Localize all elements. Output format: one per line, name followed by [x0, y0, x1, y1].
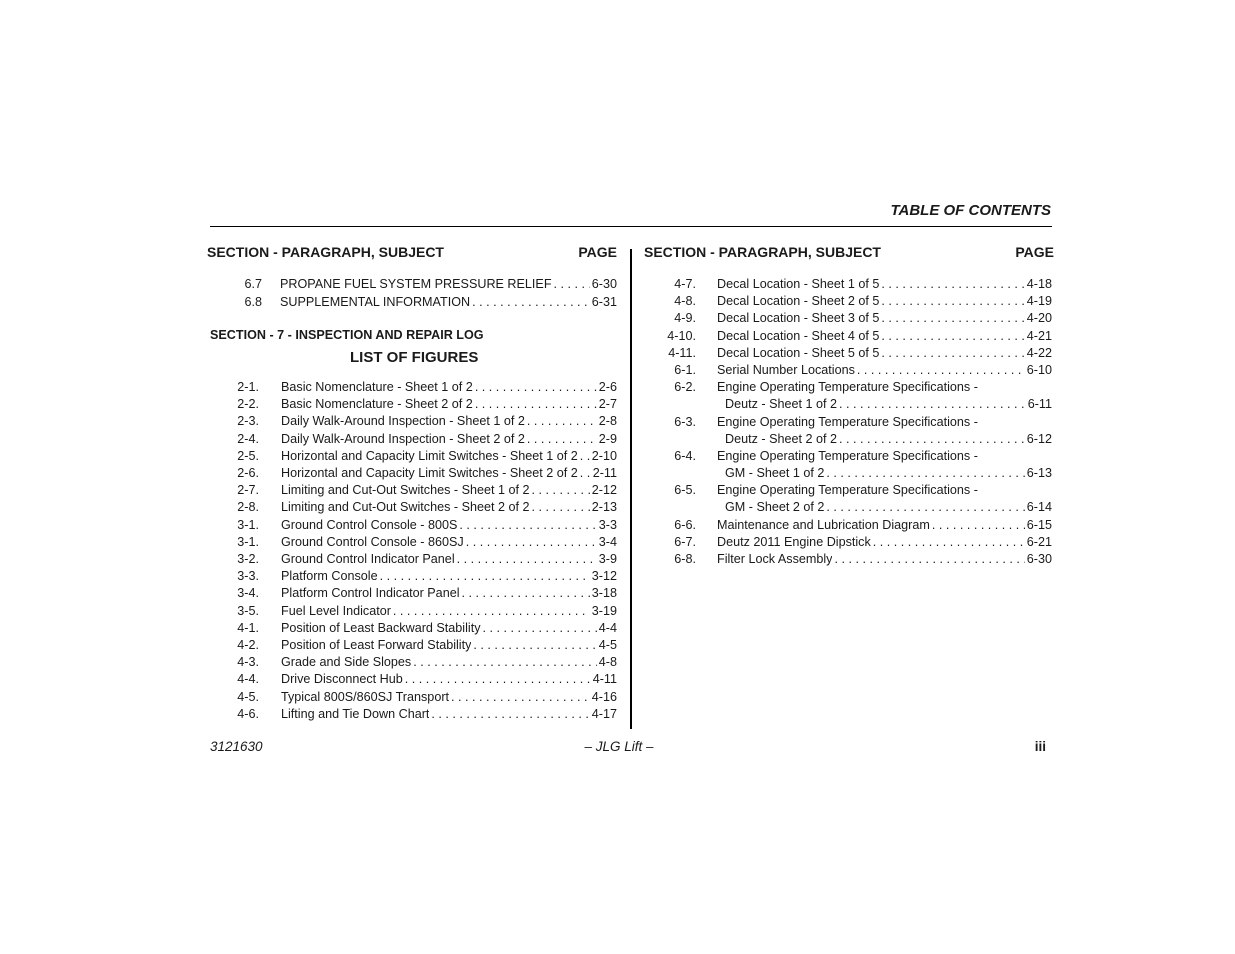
entry-title: Deutz 2011 Engine Dipstick: [717, 535, 871, 549]
toc-entry[interactable]: [210, 706, 617, 723]
toc-entry[interactable]: [210, 448, 617, 465]
entry-title: Lifting and Tie Down Chart: [281, 706, 430, 721]
entry-number: 6.8: [244, 295, 262, 309]
entry-page: 3-12: [591, 569, 617, 584]
entry-page: 4-8: [598, 655, 617, 670]
entry-title-continued: Deutz - Sheet 1 of 2: [725, 397, 838, 412]
dot-leader: [580, 465, 591, 482]
toc-entry-line: [645, 448, 1052, 465]
entry-title-continued: GM - Sheet 1 of 2: [725, 466, 825, 480]
dot-leader: [462, 585, 590, 602]
entry-number: 2-2.: [237, 397, 259, 412]
toc-entry-line: [645, 414, 1052, 431]
dot-leader: [881, 293, 1024, 310]
entry-title: Horizontal and Capacity Limit Switches - Sheet 2 of 2: [281, 466, 578, 480]
toc-entry[interactable]: [210, 551, 617, 568]
entry-title: Daily Walk-Around Inspection - Sheet 2 of 2: [281, 431, 525, 446]
entry-number: 4-10.: [667, 328, 696, 343]
page-header-title: TABLE OF CONTENTS: [890, 202, 1051, 219]
toc-entry-continuation: [645, 396, 1052, 413]
toc-entry[interactable]: [645, 448, 1052, 482]
dot-leader: [857, 362, 1025, 379]
toc-entry-continuation: [645, 431, 1052, 448]
entry-title: Engine Operating Temperature Specifications -: [717, 380, 978, 395]
entry-number: 2-3.: [237, 414, 259, 429]
header-rule: [210, 226, 1052, 227]
toc-entry[interactable]: [210, 637, 617, 654]
dot-leader: [527, 413, 597, 430]
entry-number: 6-3.: [674, 414, 696, 429]
toc-entry[interactable]: [210, 482, 617, 499]
dot-leader: [431, 706, 589, 723]
toc-entry-continuation: [645, 465, 1052, 482]
dot-leader: [380, 568, 590, 585]
dot-leader: [839, 431, 1025, 448]
dot-leader: [473, 637, 596, 654]
entry-number: 4-9.: [674, 311, 696, 326]
entry-number: 6-1.: [674, 363, 696, 377]
entry-title: Horizontal and Capacity Limit Switches - Sheet 1 of 2: [281, 448, 578, 463]
entry-title: Basic Nomenclature - Sheet 2 of 2: [281, 397, 473, 412]
entry-number: 6-2.: [674, 380, 696, 395]
entry-page: 4-16: [591, 689, 617, 704]
dot-leader: [839, 396, 1026, 413]
entry-number: 4-1.: [237, 620, 259, 635]
left-column-header: [207, 244, 617, 260]
dot-leader: [881, 276, 1024, 293]
entry-page: 3-9: [598, 552, 617, 566]
dot-leader: [472, 294, 590, 311]
dot-leader: [393, 603, 590, 620]
entry-number: 3-5.: [237, 603, 259, 618]
toc-entry[interactable]: [210, 294, 617, 311]
entry-title: Serial Number Locations: [717, 363, 855, 377]
toc-entry[interactable]: [645, 482, 1052, 516]
entry-title: Typical 800S/860SJ Transport: [281, 689, 450, 704]
entry-title: Limiting and Cut-Out Switches - Sheet 1 of 2: [281, 483, 530, 498]
entry-number: 4-11.: [668, 345, 696, 360]
toc-entry[interactable]: [210, 499, 617, 516]
entry-page: 2-10: [591, 448, 617, 463]
entry-title: Decal Location - Sheet 4 of 5: [717, 328, 880, 343]
toc-entry-line: [645, 379, 1052, 396]
entry-title: Position of Least Forward Stability: [281, 638, 472, 652]
entry-number: 6-7.: [674, 535, 696, 549]
dot-leader: [405, 671, 591, 688]
dot-leader: [932, 517, 1025, 534]
dot-leader: [881, 310, 1024, 327]
entry-number: 4-4.: [237, 672, 259, 687]
entry-page: 4-22: [1026, 345, 1052, 360]
toc-entry[interactable]: [210, 465, 617, 482]
entry-number: 2-7.: [237, 483, 259, 498]
toc-entry[interactable]: [210, 431, 617, 448]
entry-title: Engine Operating Temperature Specifications -: [717, 483, 978, 498]
entry-page: 4-19: [1026, 294, 1052, 309]
entry-page: 2-9: [598, 431, 617, 446]
entry-number: 2-1.: [237, 380, 259, 394]
entry-title: Daily Walk-Around Inspection - Sheet 1 of 2: [281, 414, 525, 429]
entry-title: Decal Location - Sheet 5 of 5: [717, 345, 880, 360]
toc-entry[interactable]: [210, 276, 617, 293]
entry-page: 6-31: [591, 295, 617, 309]
entry-number: 6-5.: [674, 483, 696, 498]
entry-title: Position of Least Backward Stability: [281, 620, 481, 635]
entry-title: Drive Disconnect Hub: [281, 672, 403, 687]
toc-entry[interactable]: [645, 551, 1052, 568]
toc-entry[interactable]: [645, 328, 1052, 345]
entry-title: Ground Control Console - 860SJ: [281, 534, 464, 549]
entry-page: 2-6: [598, 380, 617, 394]
entry-page: 3-4: [598, 534, 617, 549]
entry-title: PROPANE FUEL SYSTEM PRESSURE RELIEF: [280, 277, 552, 291]
dot-leader: [881, 345, 1024, 362]
dot-leader: [532, 499, 590, 516]
entry-page: 6-13: [1026, 466, 1052, 480]
dot-leader: [532, 482, 590, 499]
entry-page: 2-12: [591, 483, 617, 498]
entry-page: 6-11: [1027, 397, 1052, 412]
dot-leader: [466, 534, 597, 551]
entry-number: 3-1.: [237, 517, 259, 532]
toc-entry[interactable]: [210, 603, 617, 620]
toc-entry[interactable]: [210, 671, 617, 688]
column-divider: [630, 249, 632, 729]
toc-entry[interactable]: [210, 568, 617, 585]
dot-leader: [451, 689, 590, 706]
entry-number: 6-6.: [674, 517, 696, 532]
entry-page: 6-12: [1026, 431, 1052, 446]
entry-page: 6-21: [1026, 535, 1052, 549]
entry-number: 2-6.: [237, 466, 259, 480]
entry-number: 4-3.: [237, 655, 259, 670]
entry-page: 2-8: [598, 414, 617, 429]
entry-number: 3-3.: [237, 569, 259, 584]
entry-title: Fuel Level Indicator: [281, 603, 391, 618]
entry-number: 4-5.: [237, 689, 259, 704]
entry-title: Ground Control Console - 800S: [281, 517, 458, 532]
entry-title: Maintenance and Lubrication Diagram: [717, 517, 930, 532]
entry-page: 6-14: [1026, 500, 1052, 515]
toc-entry[interactable]: [210, 517, 617, 534]
toc-entry-continuation: [645, 499, 1052, 516]
entry-title: Ground Control Indicator Panel: [281, 552, 455, 566]
toc-entry[interactable]: [210, 620, 617, 637]
entry-page: 2-13: [591, 500, 617, 515]
toc-entry[interactable]: [210, 585, 617, 602]
entry-title: Platform Console: [281, 569, 378, 584]
dot-leader: [527, 431, 597, 448]
entry-number: 4-8.: [674, 294, 696, 309]
footer-center-text: – JLG Lift –: [584, 739, 654, 754]
entry-title: SUPPLEMENTAL INFORMATION: [280, 295, 471, 309]
dot-leader: [475, 396, 597, 413]
entry-page: 4-17: [591, 706, 617, 721]
entry-title: Grade and Side Slopes: [281, 655, 412, 670]
column-header-subject: SECTION - PARAGRAPH, SUBJECT: [644, 244, 881, 260]
entry-title: Engine Operating Temperature Specifications -: [717, 414, 978, 429]
footer-doc-number: 3121630: [210, 739, 263, 754]
column-header-subject: SECTION - PARAGRAPH, SUBJECT: [207, 244, 444, 260]
entry-number: 6-8.: [674, 552, 696, 567]
dot-leader: [554, 276, 590, 293]
entry-title: Engine Operating Temperature Specifications -: [717, 449, 978, 463]
entry-title: Basic Nomenclature - Sheet 1 of 2: [281, 380, 473, 394]
entry-number: 6-4.: [674, 449, 696, 463]
entry-number: 4-2.: [237, 638, 259, 652]
toc-entry[interactable]: [645, 362, 1052, 379]
entry-page: 2-7: [598, 397, 617, 412]
entry-page: 3-3: [598, 517, 617, 532]
entry-page: 6-15: [1026, 517, 1052, 532]
dot-leader: [826, 465, 1024, 482]
dot-leader: [826, 499, 1024, 516]
toc-entry[interactable]: [210, 396, 617, 413]
entry-page: 6-10: [1026, 363, 1052, 377]
entry-title-continued: Deutz - Sheet 2 of 2: [725, 431, 838, 446]
toc-entry[interactable]: [210, 413, 617, 430]
entry-page: 2-11: [592, 466, 617, 480]
right-column-header: [644, 244, 1054, 260]
footer-page-number: iii: [1034, 739, 1046, 754]
toc-entry[interactable]: [645, 517, 1052, 534]
entry-number: 2-8.: [237, 500, 259, 515]
toc-entry[interactable]: [645, 345, 1052, 362]
entry-page: 4-21: [1026, 328, 1052, 343]
toc-entry[interactable]: [210, 689, 617, 706]
dot-leader: [834, 551, 1024, 568]
entry-number: 3-2.: [237, 552, 259, 566]
entry-page: 6-30: [1026, 552, 1052, 567]
entry-page: 3-18: [591, 586, 617, 601]
toc-entry[interactable]: [645, 534, 1052, 551]
entry-title: Filter Lock Assembly: [717, 552, 833, 567]
toc-entry[interactable]: [210, 379, 617, 396]
entry-title: Platform Control Indicator Panel: [281, 586, 460, 601]
dot-leader: [873, 534, 1025, 551]
entry-page: 6-30: [591, 277, 617, 291]
dot-leader: [459, 517, 596, 534]
entry-page: 4-4: [598, 620, 617, 635]
toc-entry[interactable]: [645, 379, 1052, 413]
entry-number: 3-1.: [237, 534, 259, 549]
entry-page: 4-20: [1026, 311, 1052, 326]
entry-number: 4-6.: [237, 706, 259, 721]
entry-number: 6.7: [244, 277, 262, 291]
entry-title: Decal Location - Sheet 1 of 5: [717, 277, 880, 291]
dot-leader: [457, 551, 597, 568]
toc-entry[interactable]: [210, 534, 617, 551]
toc-entry[interactable]: [645, 293, 1052, 310]
toc-entry[interactable]: [645, 414, 1052, 448]
entry-number: 4-7.: [674, 277, 696, 291]
section-7-heading[interactable]: SECTION - 7 - INSPECTION AND REPAIR LOG: [210, 328, 484, 342]
entry-number: 3-4.: [237, 586, 259, 601]
toc-entry[interactable]: [210, 654, 617, 671]
dot-leader: [475, 379, 597, 396]
entry-number: 2-5.: [237, 448, 259, 463]
dot-leader: [881, 328, 1024, 345]
toc-entry[interactable]: [645, 276, 1052, 293]
dot-leader: [483, 620, 597, 637]
entry-page: 4-5: [598, 638, 617, 652]
entry-page: 3-19: [591, 603, 617, 618]
toc-entry-line: [645, 482, 1052, 499]
entry-title: Limiting and Cut-Out Switches - Sheet 2 of 2: [281, 500, 530, 515]
entry-page: 4-18: [1026, 277, 1052, 291]
entry-page: 4-11: [592, 672, 617, 687]
list-of-figures-title: LIST OF FIGURES: [350, 349, 479, 366]
dot-leader: [580, 448, 590, 465]
column-header-page: PAGE: [578, 244, 617, 260]
entry-title-continued: GM - Sheet 2 of 2: [725, 500, 825, 515]
entry-number: 2-4.: [237, 431, 259, 446]
entry-title: Decal Location - Sheet 3 of 5: [717, 311, 880, 326]
dot-leader: [413, 654, 597, 671]
toc-entry[interactable]: [645, 310, 1052, 327]
column-header-page: PAGE: [1015, 244, 1054, 260]
entry-title: Decal Location - Sheet 2 of 5: [717, 294, 880, 309]
